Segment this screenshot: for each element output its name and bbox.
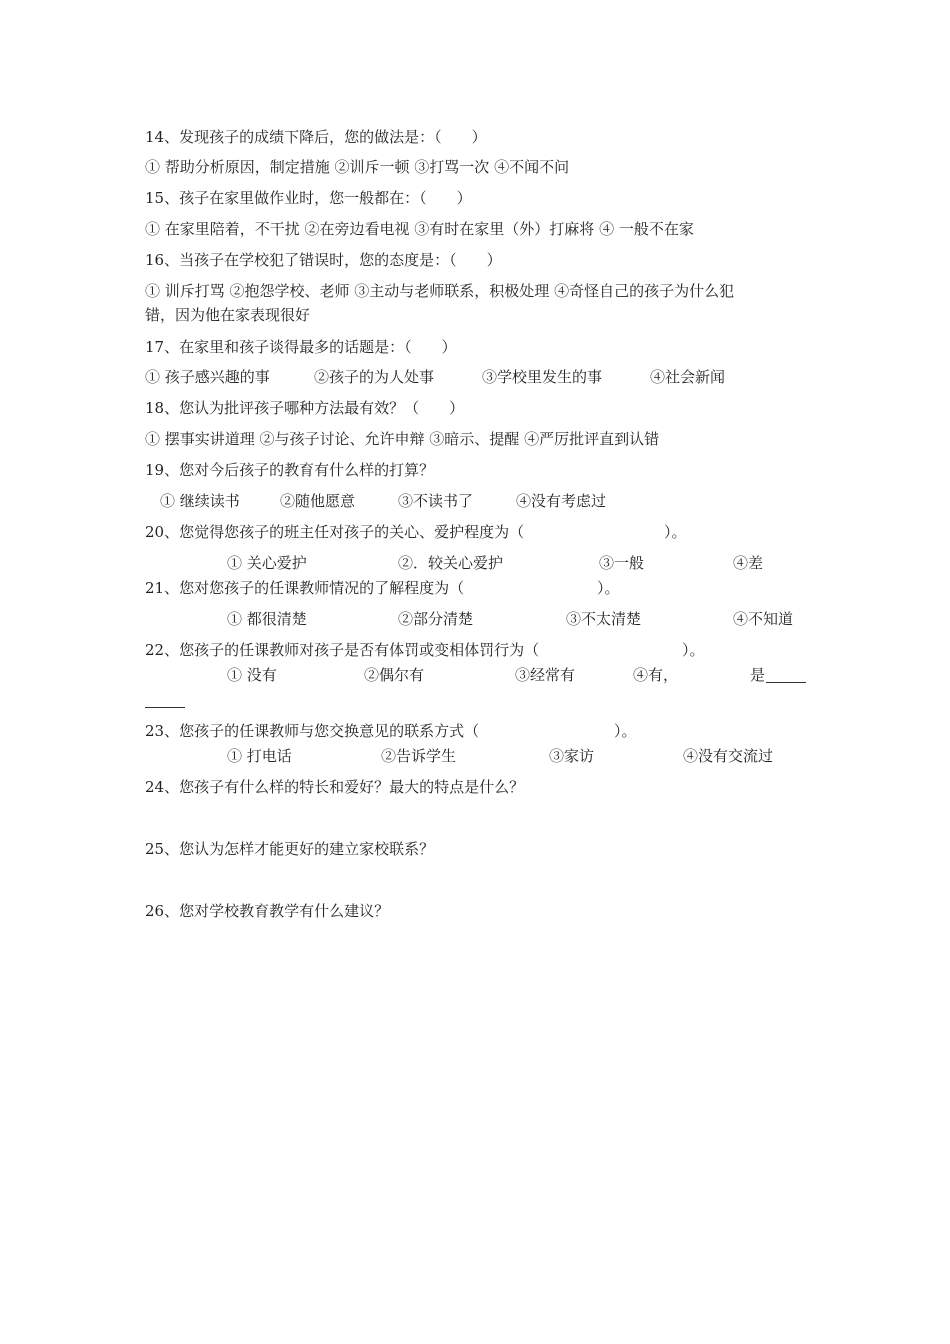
question-19-option-3: ③不读书了: [398, 492, 474, 510]
question-22-option-1: ① 没有: [227, 666, 277, 684]
question-15: 15、孩子在家里做作业时，您一般都在：（ ）: [145, 189, 472, 207]
question-24: 24、您孩子有什么样的特长和爱好？最大的特点是什么？: [145, 778, 525, 796]
question-21-end: ）。: [597, 579, 620, 597]
question-23-end: ）。: [614, 722, 637, 740]
question-20-option-1: ① 关心爱护: [227, 554, 307, 572]
question-17-option-4: ④社会新闻: [650, 368, 726, 386]
question-16: 16、当孩子在学校犯了错误时，您的态度是：（ ）: [145, 251, 502, 269]
question-17: 17、在家里和孩子谈得最多的话题是：（ ）: [145, 338, 457, 356]
question-16-options-cont: 错，因为他在家表现很好: [145, 306, 311, 324]
question-22-end: ）。: [682, 641, 705, 659]
question-15-options: ① 在家里陪着，不干扰 ②在旁边看电视 ③有时在家里（外）打麻将 ④ 一般不在家: [145, 220, 694, 238]
question-17-option-2: ②孩子的为人处事: [314, 368, 435, 386]
question-14: 14、发现孩子的成绩下降后，您的做法是：（ ）: [145, 128, 487, 146]
question-18-options: ① 摆事实讲道理 ②与孩子讨论、允许申辩 ③暗示、提醒 ④严厉批评直到认错: [145, 430, 660, 448]
question-23-option-3: ③家访: [549, 747, 595, 765]
question-23-option-2: ②告诉学生: [381, 747, 457, 765]
question-17-option-3: ③学校里发生的事: [482, 368, 603, 386]
question-21-option-2: ②部分清楚: [398, 610, 474, 628]
question-23-option-4: ④没有交流过: [683, 747, 774, 765]
question-22: 22、您孩子的任课教师对孩子是否有体罚或变相体罚行为（: [145, 641, 540, 659]
question-22-option-3: ③经常有: [515, 666, 576, 684]
question-20-option-4: ④差: [733, 554, 764, 572]
question-26: 26、您对学校教育教学有什么建议？: [145, 902, 390, 920]
answer-blank-line-cont: [145, 707, 185, 708]
question-21-option-3: ③不太清楚: [566, 610, 642, 628]
question-20-end: ）。: [664, 523, 687, 541]
question-20-option-3: ③一般: [599, 554, 645, 572]
question-16-options: ① 训斥打骂 ②抱怨学校、老师 ③主动与老师联系，积极处理 ④奇怪自己的孩子为什么犯: [145, 282, 735, 300]
question-23: 23、您孩子的任课教师与您交换意见的联系方式（: [145, 722, 480, 740]
question-22-option-2: ②偶尔有: [364, 666, 425, 684]
question-14-options: ① 帮助分析原因，制定措施 ②训斥一顿 ③打骂一次 ④不闻不问: [145, 158, 570, 176]
question-20-option-2: ②．较关心爱护: [398, 554, 504, 572]
question-19: 19、您对今后孩子的教育有什么样的打算？: [145, 461, 435, 479]
question-20: 20、您觉得您孩子的班主任对孩子的关心、爱护程度为（: [145, 523, 525, 541]
question-22-option-4: ④有，: [633, 666, 679, 684]
question-21: 21、您对您孩子的任课教师情况的了解程度为（: [145, 579, 465, 597]
question-21-option-1: ① 都很清楚: [227, 610, 307, 628]
question-22-option-4-detail: 是: [750, 666, 766, 684]
question-25: 25、您认为怎样才能更好的建立家校联系？: [145, 840, 435, 858]
question-23-option-1: ① 打电话: [227, 747, 292, 765]
answer-blank-line: [766, 682, 806, 683]
question-18: 18、您认为批评孩子哪种方法最有效？（ ）: [145, 399, 465, 417]
question-19-option-1: ① 继续读书: [160, 492, 240, 510]
question-19-option-4: ④没有考虑过: [516, 492, 607, 510]
question-19-option-2: ②随他愿意: [280, 492, 356, 510]
question-17-option-1: ① 孩子感兴趣的事: [145, 368, 270, 386]
question-21-option-4: ④不知道: [733, 610, 794, 628]
